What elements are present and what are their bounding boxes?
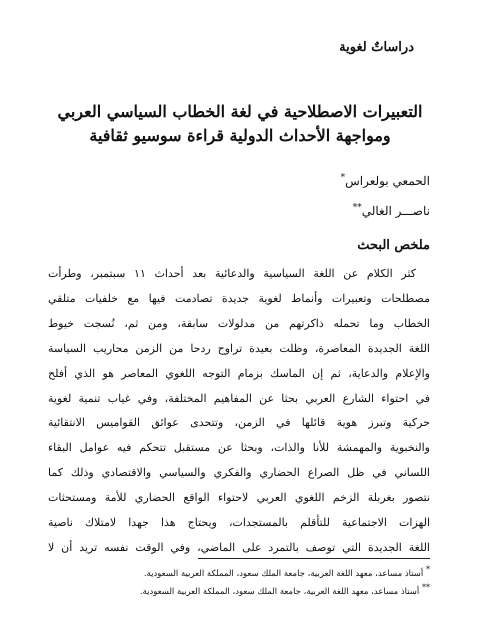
abstract-line: في احتواء الشارع العربي بحثا عن المفاهيم المختلفة، وفي غياب تنمية لغوية — [48, 391, 430, 405]
author-2 — [353, 203, 430, 218]
abstract-line: والإعلام والدعاية، ثم إن الماسك بزمام التوجه اللغوي المعاصر هو الذي أفلح — [48, 366, 430, 380]
footnote-2-mark: ** — [422, 583, 430, 592]
author-2-mark: ** — [352, 203, 362, 213]
abstract-line: كثر الكلام عن اللغة السياسية والدعائية بعد أحداث ١١ سبتمبر، وطرأت — [48, 267, 417, 280]
abstract-line: حركية وتبرز هوية قائلها في الزمن، وتتحدى عوائق القواميس الانتقائية — [48, 416, 430, 430]
abstract-line: الخطاب وما تحمله ذاكرتهم من مدلولات سابقة، ومن ثم، نُسجت خيوط — [48, 316, 430, 330]
abstract-line: اللغة الجديدة التي توصف بالتمرد على الماضي، وفي الوقت نفسه تريد أن لا — [48, 540, 430, 554]
article-title — [40, 100, 440, 148]
author-2-name: ناصـــر الغالي — [361, 204, 430, 218]
abstract-line: نتصور بغربلة الزخم اللغوي العربي لاحتواء الواقع الحضاري للأمة ومستحثات — [48, 491, 430, 505]
abstract-line: اللغة الجديدة المعاصرة، وظلت بعيدة تراوح ردحا من الزمن محاريب السياسة — [48, 341, 430, 355]
footnote-2 — [140, 583, 430, 597]
footnote-1-text: أستاذ مساعد، معهد اللغة العربية، جامعة الملك سعود، المملكة العربية السعودية. — [143, 568, 424, 579]
author-1-mark: * — [340, 173, 346, 183]
author-1-name: الحمعي بولعراس — [345, 174, 430, 188]
abstract-line: مصطلحات وتعبيرات وأنماط لغوية جديدة تصادمت فيها مع خلفيات متلقي — [48, 291, 430, 305]
abstract-heading: ملخص البحث — [357, 238, 430, 253]
title-line-1: التعبيرات الاصطلاحية في لغة الخطاب السياسي العربي — [57, 102, 423, 121]
abstract-line: اللساني في ظل الصراع الحضاري والفكري والسياسي والاقتصادي وذلك كما — [48, 466, 430, 480]
abstract-line: والنخبوية والمهمشة للأنا والذات، وبحثا عن مستقبل تتحكم فيه عوامل البقاء — [48, 441, 430, 455]
abstract-body — [48, 262, 430, 561]
section-label: دراساتٌ لغوية — [339, 40, 414, 55]
footnote-1 — [144, 565, 430, 579]
footnote-2-text: أستاذ مساعد، معهد اللغة العربية، جامعة الملك سعود، المملكة العربية السعودية. — [139, 586, 420, 597]
author-1 — [341, 173, 430, 188]
footnote-1-mark: * — [426, 565, 430, 574]
title-line-2: ومواجهة الأحداث الدولية قراءة سوسيو ثقافية — [89, 126, 391, 145]
abstract-line: الهزات الاجتماعية للتأقلم بالمستجدات، ويحتاج هذا جهدا لامتلاك ناصية — [48, 516, 430, 530]
footnote-divider — [198, 558, 430, 559]
